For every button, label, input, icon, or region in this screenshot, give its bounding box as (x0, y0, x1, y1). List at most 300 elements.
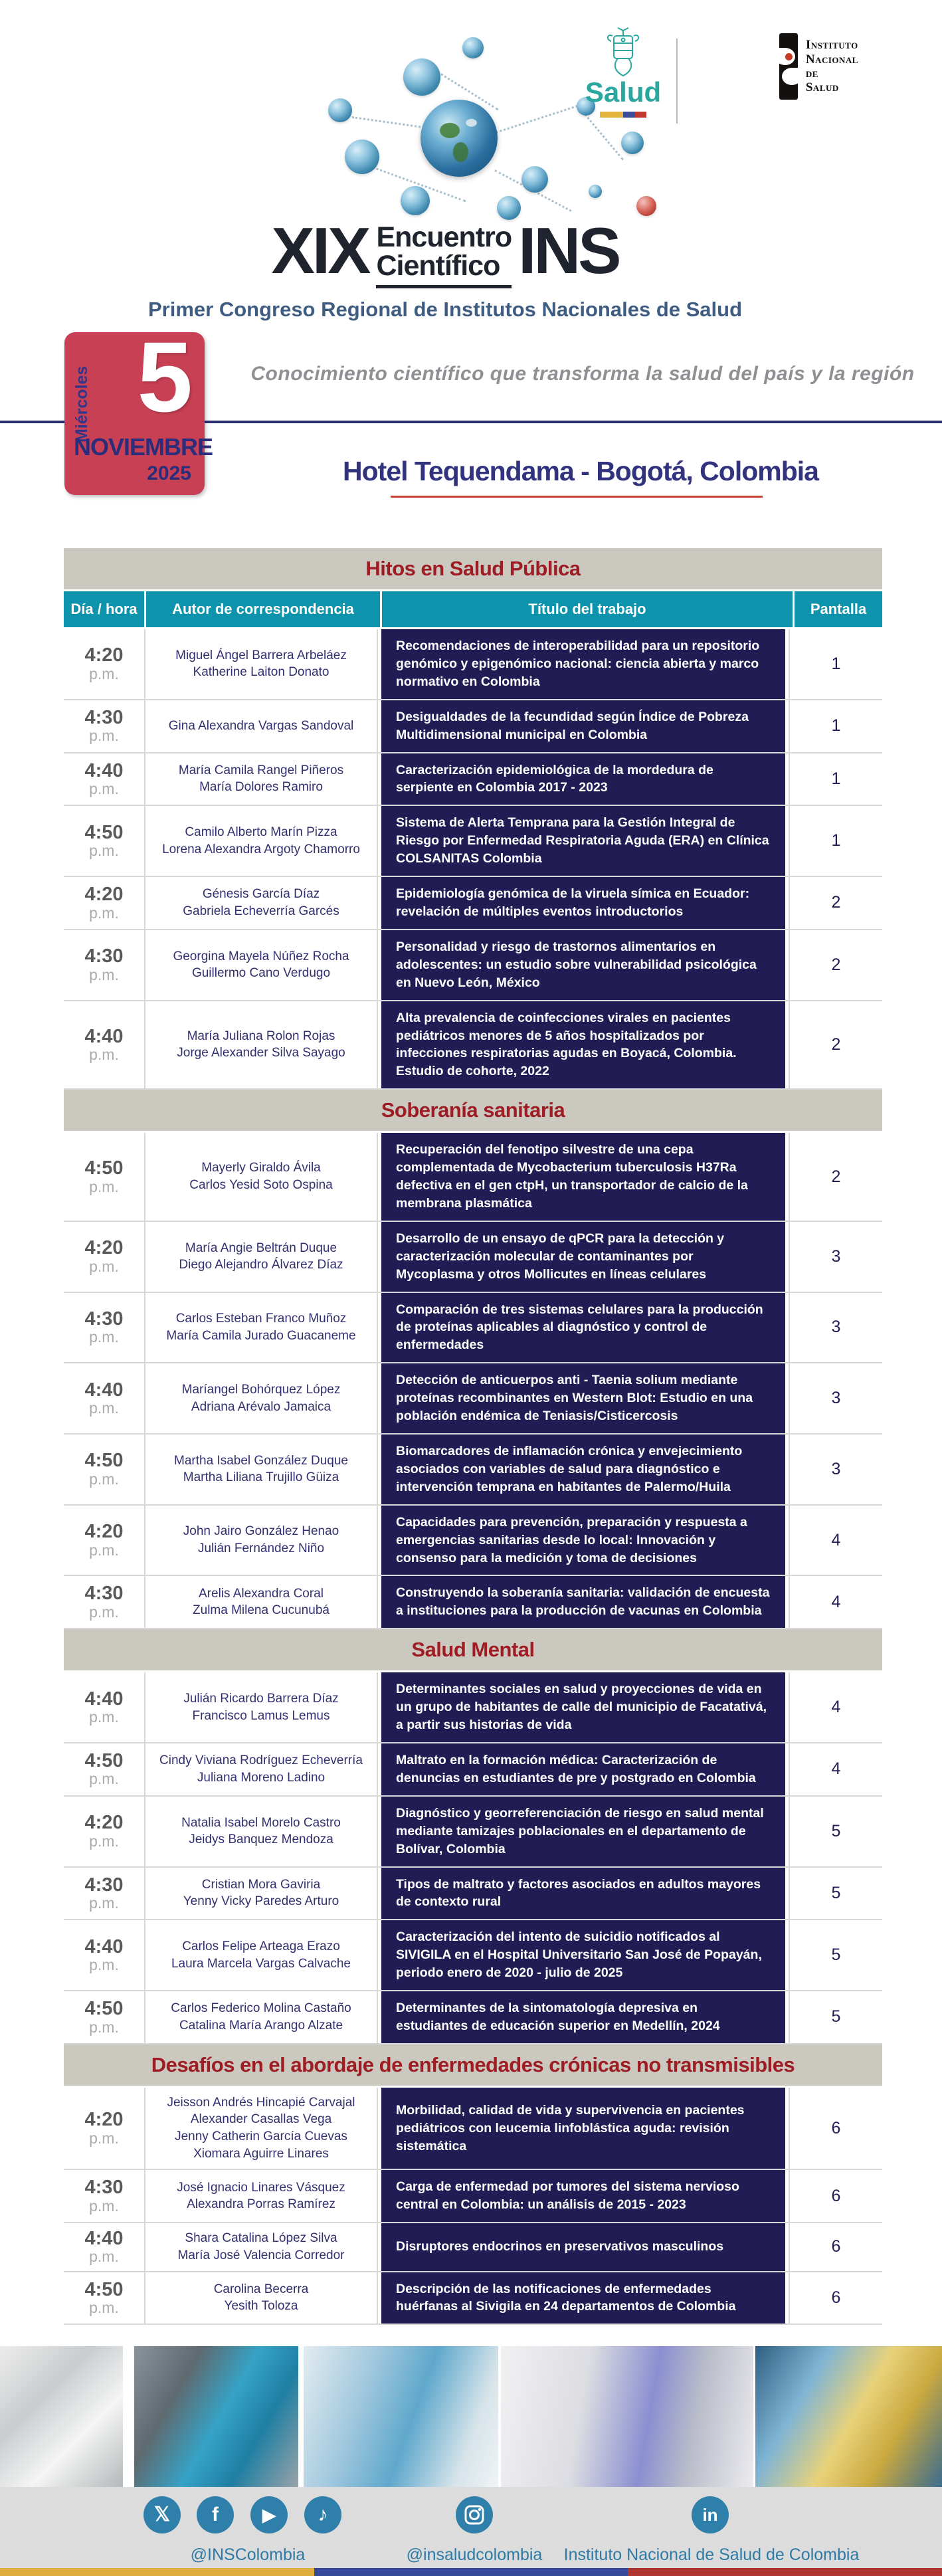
screen-cell: 5 (789, 1797, 882, 1866)
paper-title: Desarrollo de un ensayo de qPCR para la detección y caracterización molecular de contaminantes por Mycoplasma y otros Mollicutes en líneas celulares (396, 1231, 725, 1282)
table-row (64, 1920, 882, 1991)
table-row (64, 2272, 882, 2326)
table-row (64, 1672, 882, 1743)
ampm-label: p.m. (89, 1177, 119, 1195)
authors-cell (145, 1133, 378, 1221)
time-cell (64, 1743, 145, 1795)
author-name: Lorena Alexandra Argoty Chamorro (162, 842, 360, 856)
time-cell (64, 1868, 145, 1920)
ampm-label: p.m. (89, 1541, 119, 1559)
screen-cell: 3 (789, 1363, 882, 1433)
time-value: 4:50 (84, 1750, 124, 1771)
paper-title: Construyendo la soberanía sanitaria: validación de encuesta a instituciones para la producción de vacunas en Colombia (396, 1585, 770, 1619)
author-name: Yesith Toloza (224, 2299, 298, 2314)
table-row (64, 1576, 882, 1629)
time-value: 4:40 (84, 2227, 124, 2249)
paper-title-cell (381, 1001, 785, 1089)
time-value: 4:20 (84, 644, 124, 666)
time-value: 4:30 (84, 1308, 124, 1330)
year-label: 2025 (147, 462, 191, 484)
instagram-icon[interactable] (456, 2496, 493, 2533)
author-name: Cindy Viviana Rodríguez Echeverría (159, 1753, 363, 1768)
screen-cell: 4 (789, 1576, 882, 1628)
authors-cell (145, 1576, 378, 1628)
paper-title-cell (381, 1363, 785, 1433)
linkedin-icon[interactable]: in (692, 2496, 729, 2533)
author-name: John Jairo González Henao (183, 1524, 339, 1539)
paper-title-cell (381, 1222, 785, 1292)
ampm-label: p.m. (89, 2298, 119, 2316)
time-value: 4:50 (84, 1157, 124, 1179)
molecule-sphere (401, 186, 430, 215)
paper-title-cell (381, 1293, 785, 1363)
paper-title: Personalidad y riesgo de trastornos alimentarios en adolescentes: un estudio sobre vulnerabilidad psicológica en Nuevo León, México (396, 939, 757, 990)
paper-title: Tipos de maltrato y factores asociados en adultos mayores de contexto rural (396, 1876, 761, 1910)
ampm-label: p.m. (89, 2018, 119, 2036)
author-name: Jeisson Andrés Hincapié Carvajal (167, 2095, 355, 2110)
screen-cell: 2 (789, 877, 882, 929)
table-row (64, 1797, 882, 1868)
authors-cell (145, 1743, 378, 1795)
time-cell (64, 1363, 145, 1433)
time-cell (64, 2088, 145, 2169)
screen-cell: 5 (789, 1991, 882, 2043)
paper-title-cell (381, 877, 785, 929)
time-value: 4:50 (84, 2278, 124, 2300)
paper-title-cell (381, 1797, 785, 1866)
author-name: Carolina Becerra (213, 2282, 309, 2296)
time-cell (64, 1920, 145, 1990)
paper-title: Carga de enfermedad por tumores del sistema nervioso central en Colombia: un análisis de 2015 - 2023 (396, 2179, 739, 2213)
paper-title: Maltrato en la formación médica: Caracterización de denuncias en estudiantes de pre y postgrado en Colombia (396, 1752, 756, 1785)
section-title: Salud Mental (411, 1638, 535, 1662)
ampm-label: p.m. (89, 2248, 119, 2266)
time-cell (64, 629, 145, 699)
ins-logo-text: Instituto Nacional de Salud (805, 38, 858, 95)
time-value: 4:20 (84, 2109, 124, 2131)
author-name: Yenny Vicky Paredes Arturo (183, 1894, 339, 1909)
paper-title: Descripción de las notificaciones de enfermedades huérfanas al Sivigila en 24 departamentos de Colombia (396, 2281, 736, 2314)
ampm-label: p.m. (89, 1770, 119, 1788)
screen-cell: 2 (789, 930, 882, 1000)
time-value: 4:50 (84, 821, 124, 843)
authors-cell (145, 2223, 378, 2270)
ampm-label: p.m. (89, 1894, 119, 1912)
colombia-tricolor-bar (0, 2568, 942, 2576)
paper-title: Desigualdades de la fecundidad según Índice de Pobreza Multidimensional municipal en Colombia (396, 709, 749, 742)
paper-title: Recuperación del fenotipo silvestre de una cepa complementada de Mycobacterium tuberculosis H37Ra defectiva en el gen ctpH, un transportador de calcio de la membrana plasmática (396, 1142, 748, 1211)
author-name: María Angie Beltrán Duque (185, 1240, 337, 1255)
photo-lab-technicians-microscope (304, 2346, 498, 2487)
time-cell (64, 806, 145, 876)
paper-title-cell (381, 629, 785, 699)
section-title: Hitos en Salud Pública (365, 557, 581, 580)
author-name: Alexander Casallas Vega (190, 2112, 332, 2127)
photo-lab-sample-bag (0, 2346, 123, 2487)
paper-title-cell (381, 2272, 785, 2324)
screen-cell: 6 (789, 2170, 882, 2222)
title-words: Encuentro Científico (376, 223, 512, 288)
author-name: María Juliana Rolon Rojas (187, 1029, 335, 1043)
time-value: 4:50 (84, 1998, 124, 2020)
paper-title: Determinantes de la sintomatología depresiva en estudiantes de educación superior en Medellín, 2024 (396, 2001, 720, 2033)
ampm-label: p.m. (89, 842, 119, 860)
authors-cell (145, 1293, 378, 1363)
photo-strip (0, 2346, 942, 2487)
time-value: 4:40 (84, 1688, 124, 1710)
author-name: Laura Marcela Vargas Calvache (171, 1956, 351, 1971)
paper-title-cell (381, 700, 785, 752)
time-cell (64, 1222, 145, 1292)
table-row (64, 2170, 882, 2223)
column-header-cell: Autor de correspondencia (146, 591, 382, 627)
paper-title-cell (381, 806, 785, 876)
molecule-sphere (621, 132, 644, 154)
ampm-label: p.m. (89, 965, 119, 983)
column-header-cell: Título del trabajo (382, 591, 795, 627)
section-title: Desafíos en el abordaje de enfermedades crónicas no transmisibles (151, 2052, 795, 2076)
event-tagline: Conocimiento científico que transforma la salud del país y la región (250, 363, 915, 385)
author-name: Jenny Catherin García Cuevas (175, 2130, 347, 2144)
ampm-label: p.m. (89, 1328, 119, 1346)
molecule-sphere (589, 185, 602, 198)
time-value: 4:30 (84, 2177, 124, 2199)
youtube-icon[interactable]: ▶ (250, 2496, 288, 2533)
table-row (64, 1293, 882, 1364)
congress-subtitle: Primer Congreso Regional de Institutos Nacionales de Salud (147, 298, 743, 321)
program-table (64, 548, 882, 2325)
table-row (64, 2223, 882, 2272)
paper-title-cell (381, 930, 785, 1000)
screen-cell: 3 (789, 1293, 882, 1363)
author-name: María José Valencia Corredor (177, 2248, 345, 2262)
time-value: 4:20 (84, 1237, 124, 1259)
time-cell (64, 2170, 145, 2222)
section-header (64, 2044, 882, 2086)
author-name: Cristian Mora Gaviria (201, 1877, 321, 1892)
table-row (64, 877, 882, 930)
screen-cell: 6 (789, 2088, 882, 2169)
author-name: Carlos Felipe Arteaga Erazo (182, 1939, 340, 1954)
molecule-sphere (521, 166, 548, 193)
author-name: Zulma Milena Cucunubá (193, 1603, 330, 1618)
title-ins: INS (518, 214, 619, 287)
author-name: Martha Liliana Trujillo Güiza (183, 1470, 339, 1485)
salud-ministry-logo (583, 27, 663, 118)
weekday-label: Miércoles (72, 365, 91, 443)
venue-title: Hotel Tequendama - Bogotá, Colombia (343, 456, 818, 486)
footer (0, 2487, 942, 2568)
ampm-label: p.m. (89, 1956, 119, 1974)
colombia-crest-icon (603, 27, 643, 78)
ampm-label: p.m. (89, 1045, 119, 1063)
author-name: Miguel Ángel Barrera Arbeláez (175, 648, 347, 662)
paper-title-cell (381, 1868, 785, 1920)
authors-cell (145, 1222, 378, 1292)
month-label: NOVIEMBRE (74, 433, 213, 460)
time-cell (64, 1001, 145, 1089)
paper-title: Determinantes sociales en salud y proyecciones de vida en un grupo de habitantes de calle del municipio de Facatativá, a partir sus historias de vida (396, 1682, 767, 1733)
paper-title: Caracterización epidemiológica de la mordedura de serpiente en Colombia 2017 - 2023 (396, 762, 713, 795)
date-card (64, 321, 213, 495)
author-name: Maríangel Bohórquez López (181, 1383, 341, 1397)
ins-logo-mark-icon (779, 33, 798, 100)
author-name: María Camila Rangel Piñeros (178, 763, 344, 777)
social-handle-linkedin[interactable]: Instituto Nacional de Salud de Colombia (563, 2545, 860, 2565)
paper-title: Alta prevalencia de coinfecciones virales en pacientes pediátricos menores de 5 años hospitalizados por infecciones respiratorias agudas en Boyacá, Colombia. Estudio de cohorte, 2022 (396, 1010, 737, 1079)
table-row (64, 806, 882, 877)
time-cell (64, 1672, 145, 1742)
author-name: Catalina María Arango Alzate (179, 2018, 343, 2032)
molecule-sphere (497, 196, 521, 220)
author-name: José Ignacio Linares Vásquez (177, 2180, 345, 2195)
author-name: Diego Alejandro Álvarez Díaz (179, 1258, 343, 1272)
table-row (64, 1991, 882, 2044)
time-cell (64, 877, 145, 929)
section-header (64, 1090, 882, 1131)
time-cell (64, 1576, 145, 1628)
venue-underline (391, 496, 763, 498)
author-name: Martha Isabel González Duque (174, 1453, 348, 1468)
paper-title: Recomendaciones de interoperabilidad para un repositorio genómico y epigenómico nacional: ciencia abierta y marco normativo en Colombia (396, 639, 760, 689)
author-name: Camilo Alberto Marín Pizza (185, 825, 337, 840)
author-name: Alexandra Porras Ramírez (187, 2197, 335, 2212)
author-name: Jorge Alexander Silva Sayago (177, 1046, 345, 1060)
time-value: 4:20 (84, 1812, 124, 1834)
authors-cell (145, 930, 378, 1000)
table-column-header (64, 591, 882, 627)
table-row (64, 1868, 882, 1921)
time-value: 4:50 (84, 1450, 124, 1472)
molecule-sphere-red (636, 196, 656, 216)
paper-title: Disruptores endocrinos en preservativos masculinos (396, 2239, 724, 2254)
time-cell (64, 1797, 145, 1866)
authors-cell (145, 1868, 378, 1920)
table-row (64, 1222, 882, 1293)
author-name: Carlos Esteban Franco Muñoz (175, 1312, 347, 1326)
screen-cell: 2 (789, 1133, 882, 1221)
authors-cell (145, 806, 378, 876)
table-row (64, 700, 882, 753)
table-row (64, 1133, 882, 1222)
table-row (64, 1363, 882, 1435)
authors-cell (145, 629, 378, 699)
colombia-flag-bar (600, 112, 646, 118)
section-header (64, 1629, 882, 1670)
table-row (64, 1743, 882, 1797)
author-name: Gabriela Echeverría Garcés (183, 904, 339, 918)
time-cell (64, 700, 145, 752)
time-cell (64, 930, 145, 1000)
time-value: 4:40 (84, 759, 124, 781)
ampm-label: p.m. (89, 2197, 119, 2215)
social-handle-instagram[interactable]: @insaludcolombia (406, 2545, 543, 2565)
paper-title: Capacidades para prevención, preparación y respuesta a emergencias sanitarias desde lo local: Innovación y consenso para la medición y toma de decisiones (396, 1514, 747, 1565)
facebook-icon[interactable]: f (197, 2496, 234, 2533)
author-name: Gina Alexandra Vargas Sandoval (168, 718, 354, 733)
paper-title-cell (381, 2223, 785, 2270)
authors-cell (145, 1001, 378, 1089)
molecule-sphere (462, 37, 484, 58)
table-row (64, 1435, 882, 1506)
time-value: 4:30 (84, 945, 124, 967)
x-twitter-icon[interactable]: 𝕏 (143, 2496, 181, 2533)
time-value: 4:30 (84, 1583, 124, 1605)
screen-cell: 4 (789, 1672, 882, 1742)
author-name: Francisco Lamus Lemus (192, 1708, 330, 1723)
paper-title: Caracterización del intento de suicidio notificados al SIVIGILA en el Hospital Universitario San José de Popayán, periodo enero de 2020 - julio de 2025 (396, 1930, 762, 1981)
table-row (64, 2088, 882, 2171)
photo-specimen-jar (755, 2346, 942, 2487)
page-header (0, 0, 942, 221)
paper-title-cell (381, 1920, 785, 1990)
molecule-sphere (345, 140, 379, 174)
time-cell (64, 1293, 145, 1363)
author-name: María Camila Jurado Guacaneme (166, 1328, 356, 1343)
tiktok-icon[interactable]: ♪ (304, 2496, 341, 2533)
time-cell (64, 753, 145, 805)
paper-title-cell (381, 1672, 785, 1742)
ampm-label: p.m. (89, 1708, 119, 1726)
paper-title: Morbilidad, calidad de vida y supervivencia en pacientes pediátricos con leucemia linfoblástica aguda: revisión sistemática (396, 2102, 745, 2153)
screen-cell: 2 (789, 1001, 882, 1089)
author-name: Katherine Laiton Donato (193, 665, 330, 680)
table-row (64, 1001, 882, 1090)
time-cell (64, 2272, 145, 2324)
screen-cell: 4 (789, 1506, 882, 1575)
screen-cell: 3 (789, 1222, 882, 1292)
authors-cell (145, 2170, 378, 2222)
authors-cell (145, 2272, 378, 2324)
authors-cell (145, 700, 378, 752)
time-value: 4:20 (84, 1521, 124, 1543)
paper-title-cell (381, 1743, 785, 1795)
author-name: Xiomara Aguirre Linares (193, 2146, 329, 2161)
time-cell (64, 1506, 145, 1575)
ampm-label: p.m. (89, 664, 119, 682)
paper-title-cell (381, 753, 785, 805)
ins-logo (779, 33, 862, 100)
paper-title-cell (381, 2088, 785, 2169)
paper-title: Detección de anticuerpos anti - Taenia solium mediante proteínas recombinantes en Western Blot: Estudio en una población endémica de Teniasis/Cisticercosis (396, 1373, 753, 1424)
author-name: Jeidys Banquez Mendoza (189, 1833, 333, 1847)
time-value: 4:20 (84, 884, 124, 906)
ampm-label: p.m. (89, 727, 119, 745)
section-header (64, 548, 882, 589)
time-cell (64, 2223, 145, 2270)
authors-cell (145, 753, 378, 805)
column-header-cell: Día / hora (64, 591, 146, 627)
ampm-label: p.m. (89, 904, 119, 922)
paper-title-cell (381, 2170, 785, 2222)
ampm-label: p.m. (89, 1470, 119, 1488)
ampm-label: p.m. (89, 1603, 119, 1621)
time-value: 4:30 (84, 1874, 124, 1896)
photo-blood-spot-cards (501, 2346, 753, 2487)
title-roman-numeral: XIX (271, 214, 369, 287)
screen-cell: 1 (789, 806, 882, 876)
author-name: Adriana Arévalo Jamaica (191, 1399, 331, 1414)
paper-title-cell (381, 1991, 785, 2043)
network-line (492, 102, 587, 135)
time-cell (64, 1435, 145, 1504)
screen-cell: 4 (789, 1743, 882, 1795)
logo-divider (676, 39, 678, 124)
authors-cell (145, 1672, 378, 1742)
screen-cell: 1 (789, 629, 882, 699)
paper-title-cell (381, 1506, 785, 1575)
ampm-label: p.m. (89, 1399, 119, 1417)
table-row (64, 753, 882, 807)
salud-logo-text: Salud (585, 76, 662, 108)
author-name: Génesis García Díaz (202, 887, 320, 902)
ampm-label: p.m. (89, 780, 119, 797)
paper-title: Diagnóstico y georreferenciación de riesgo en salud mental mediante tamizajes poblacionales en el departamento de Bolívar, Colombia (396, 1805, 764, 1856)
author-name: Juliana Moreno Ladino (197, 1770, 326, 1785)
molecule-sphere (328, 98, 352, 122)
author-name: Carlos Yesid Soto Ospina (189, 1178, 333, 1193)
paper-title: Biomarcadores de inflamación crónica y envejecimiento asociados con variables de salud para diagnóstico e intervención temprana en habitantes de Palermo/Huila (396, 1444, 743, 1494)
time-value: 4:40 (84, 1379, 124, 1401)
paper-title: Sistema de Alerta Temprana para la Gestión Integral de Riesgo por Enfermedad Respiratoria Aguda (ERA) en Clínica COLSANITAS Colombia (396, 815, 769, 866)
time-value: 4:40 (84, 1935, 124, 1957)
author-name: Julián Fernández Niño (197, 1541, 325, 1556)
authors-cell (145, 1435, 378, 1504)
screen-cell: 6 (789, 2272, 882, 2324)
time-cell (64, 1991, 145, 2043)
author-name: Guillermo Cano Verdugo (191, 966, 331, 981)
table-row (64, 1506, 882, 1577)
author-name: María Dolores Ramiro (199, 780, 323, 795)
paper-title-cell (381, 1133, 785, 1221)
authors-cell (145, 1363, 378, 1433)
ampm-label: p.m. (89, 1832, 119, 1850)
author-name: Mayerly Giraldo Ávila (201, 1161, 321, 1175)
time-value: 4:40 (84, 1025, 124, 1047)
ampm-label: p.m. (89, 2129, 119, 2147)
column-header-cell: Pantalla (795, 591, 882, 627)
social-handle-ins[interactable]: @INSColombia (190, 2545, 306, 2565)
paper-title-cell (381, 1435, 785, 1504)
screen-cell: 5 (789, 1868, 882, 1920)
molecule-sphere (403, 58, 440, 96)
author-name: Shara Catalina López Silva (185, 2231, 337, 2246)
author-name: Julián Ricardo Barrera Díaz (183, 1691, 339, 1706)
screen-cell: 6 (789, 2223, 882, 2270)
table-row (64, 930, 882, 1001)
congress-title (0, 214, 890, 288)
paper-title: Comparación de tres sistemas celulares para la producción de proteínas aplicables al diagnóstico y control de enfermedades (396, 1302, 763, 1353)
ampm-label: p.m. (89, 1257, 119, 1275)
time-value: 4:30 (84, 706, 124, 728)
authors-cell (145, 1506, 378, 1575)
screen-cell: 3 (789, 1435, 882, 1504)
screen-cell: 1 (789, 753, 882, 805)
time-cell (64, 1133, 145, 1221)
authors-cell (145, 2088, 378, 2169)
earth-globe (421, 100, 498, 177)
author-name: Georgina Mayela Núñez Rocha (173, 949, 349, 963)
photo-gloved-hands-instrument (134, 2346, 298, 2487)
paper-title: Epidemiología genómica de la viruela símica en Ecuador: revelación de múltiples eventos introductorios (396, 886, 750, 919)
network-line (584, 114, 624, 161)
day-number: 5 (137, 321, 193, 433)
table-row (64, 629, 882, 700)
authors-cell (145, 1991, 378, 2043)
date-section (0, 321, 942, 532)
paper-title-cell (381, 1576, 785, 1628)
author-name: Natalia Isabel Morelo Castro (181, 1815, 341, 1830)
